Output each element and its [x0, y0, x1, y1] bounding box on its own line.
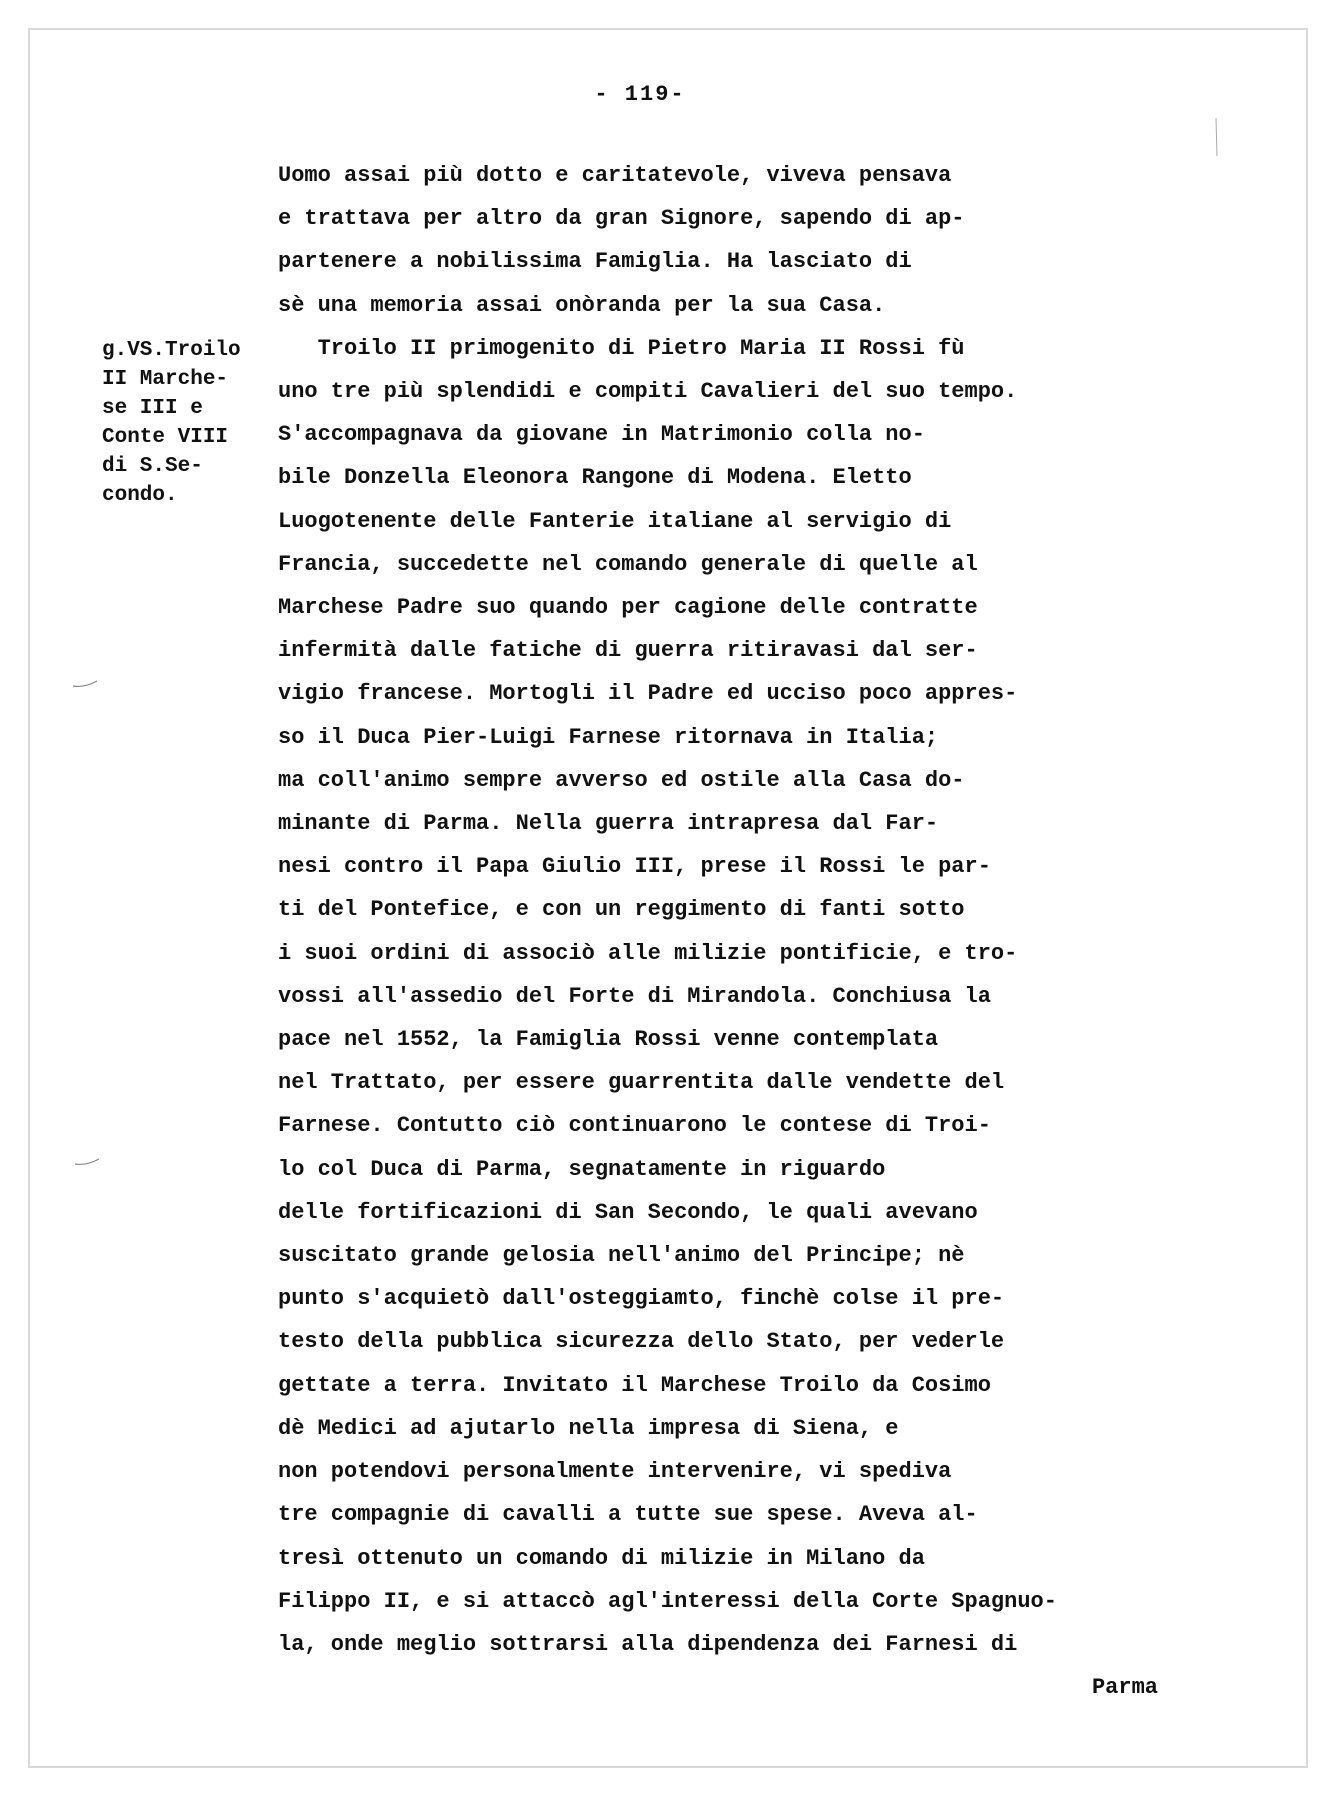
body-text	[278, 154, 1158, 1709]
text-line: partenere a nobilissima Famiglia. Ha lasciato di	[278, 249, 912, 275]
text-line: gettate a terra. Invitato il Marchese Troilo da Cosimo	[278, 1372, 991, 1398]
scan-mark	[74, 1156, 100, 1166]
text-line: suscitato grande gelosia nell'animo del Principe; nè	[278, 1243, 965, 1269]
margin-note-line: II Marche-	[102, 368, 229, 391]
margin-note-line: g.VS.Troilo	[102, 339, 241, 362]
text-line: Troilo II primogenito di Pietro Maria II Rossi fù	[278, 335, 965, 361]
text-line: vigio francese. Mortogli il Padre ed ucciso poco appres-	[278, 681, 1018, 707]
scan-mark	[1213, 118, 1219, 158]
text-line: infermità dalle fatiche di guerra ritiravasi dal ser-	[278, 638, 978, 664]
text-line: dè Medici ad ajutarlo nella impresa di Siena, e	[278, 1415, 899, 1441]
text-line: e trattava per altro da gran Signore, sapendo di ap-	[278, 206, 965, 232]
text-line: vossi all'assedio del Forte di Mirandola. Conchiusa la	[278, 983, 991, 1009]
text-line: Francia, succedette nel comando generale di quelle al	[278, 551, 978, 577]
text-line: non potendovi personalmente intervenire, vi spediva	[278, 1459, 952, 1485]
text-line: delle fortificazioni di San Secondo, le quali avevano	[278, 1199, 978, 1225]
text-line: testo della pubblica sicurezza dello Stato, per vederle	[278, 1329, 1005, 1355]
text-line: uno tre più splendidi e compiti Cavalieri del suo tempo.	[278, 379, 1018, 405]
text-line: sè una memoria assai onòranda per la sua Casa.	[278, 292, 886, 318]
text-line: Uomo assai più dotto e caritatevole, viveva pensava	[278, 163, 952, 188]
margin-note-line: condo.	[102, 484, 178, 507]
text-line: nesi contro il Papa Giulio III, prese il Rossi le par-	[278, 854, 991, 880]
text-line: ti del Pontefice, e con un reggimento di fanti sotto	[278, 897, 965, 923]
margin-note-line: se III e	[102, 397, 203, 420]
text-line: i suoi ordini di associò alle milizie pontificie, e tro-	[278, 940, 1018, 966]
margin-note-line: Conte VIII	[102, 426, 229, 449]
text-line: pace nel 1552, la Famiglia Rossi venne contemplata	[278, 1027, 939, 1053]
text-line: minante di Parma. Nella guerra intrapresa dal Far-	[278, 811, 939, 837]
page-number: - 119-	[594, 82, 686, 107]
text-line: Filippo II, e si attaccò agl'interessi della Corte Spagnuo-	[278, 1588, 1057, 1614]
text-line: ma coll'animo sempre avverso ed ostile alla Casa do-	[278, 767, 965, 793]
text-line: Farnese. Contutto ciò continuarono le contese di Troi-	[278, 1113, 991, 1139]
scan-mark	[72, 678, 98, 688]
text-line: bile Donzella Eleonora Rangone di Modena. Eletto	[278, 465, 912, 491]
text-line: tresì ottenuto un comando di milizie in Milano da	[278, 1545, 925, 1571]
margin-note-line: di S.Se-	[102, 455, 203, 478]
text-line: nel Trattato, per essere guarrentita dalle vendette del	[278, 1070, 1005, 1096]
document-page	[28, 28, 1308, 1768]
catchword: Parma	[1091, 1675, 1158, 1701]
text-line: S'accompagnava da giovane in Matrimonio colla no-	[278, 422, 925, 448]
text-line: la, onde meglio sottrarsi alla dipendenza dei Farnesi di	[278, 1631, 1018, 1657]
text-line: Luogotenente delle Fanterie italiane al servigio di	[278, 508, 952, 534]
text-line: punto s'acquietò dall'osteggiamto, finchè colse il pre-	[278, 1286, 1005, 1312]
text-line: lo col Duca di Parma, segnatamente in riguardo	[278, 1156, 886, 1182]
text-line: tre compagnie di cavalli a tutte sue spese. Aveva al-	[278, 1502, 978, 1528]
margin-note	[102, 336, 272, 510]
text-line: so il Duca Pier-Luigi Farnese ritornava in Italia;	[278, 724, 939, 750]
text-line: Marchese Padre suo quando per cagione delle contratte	[278, 595, 978, 621]
